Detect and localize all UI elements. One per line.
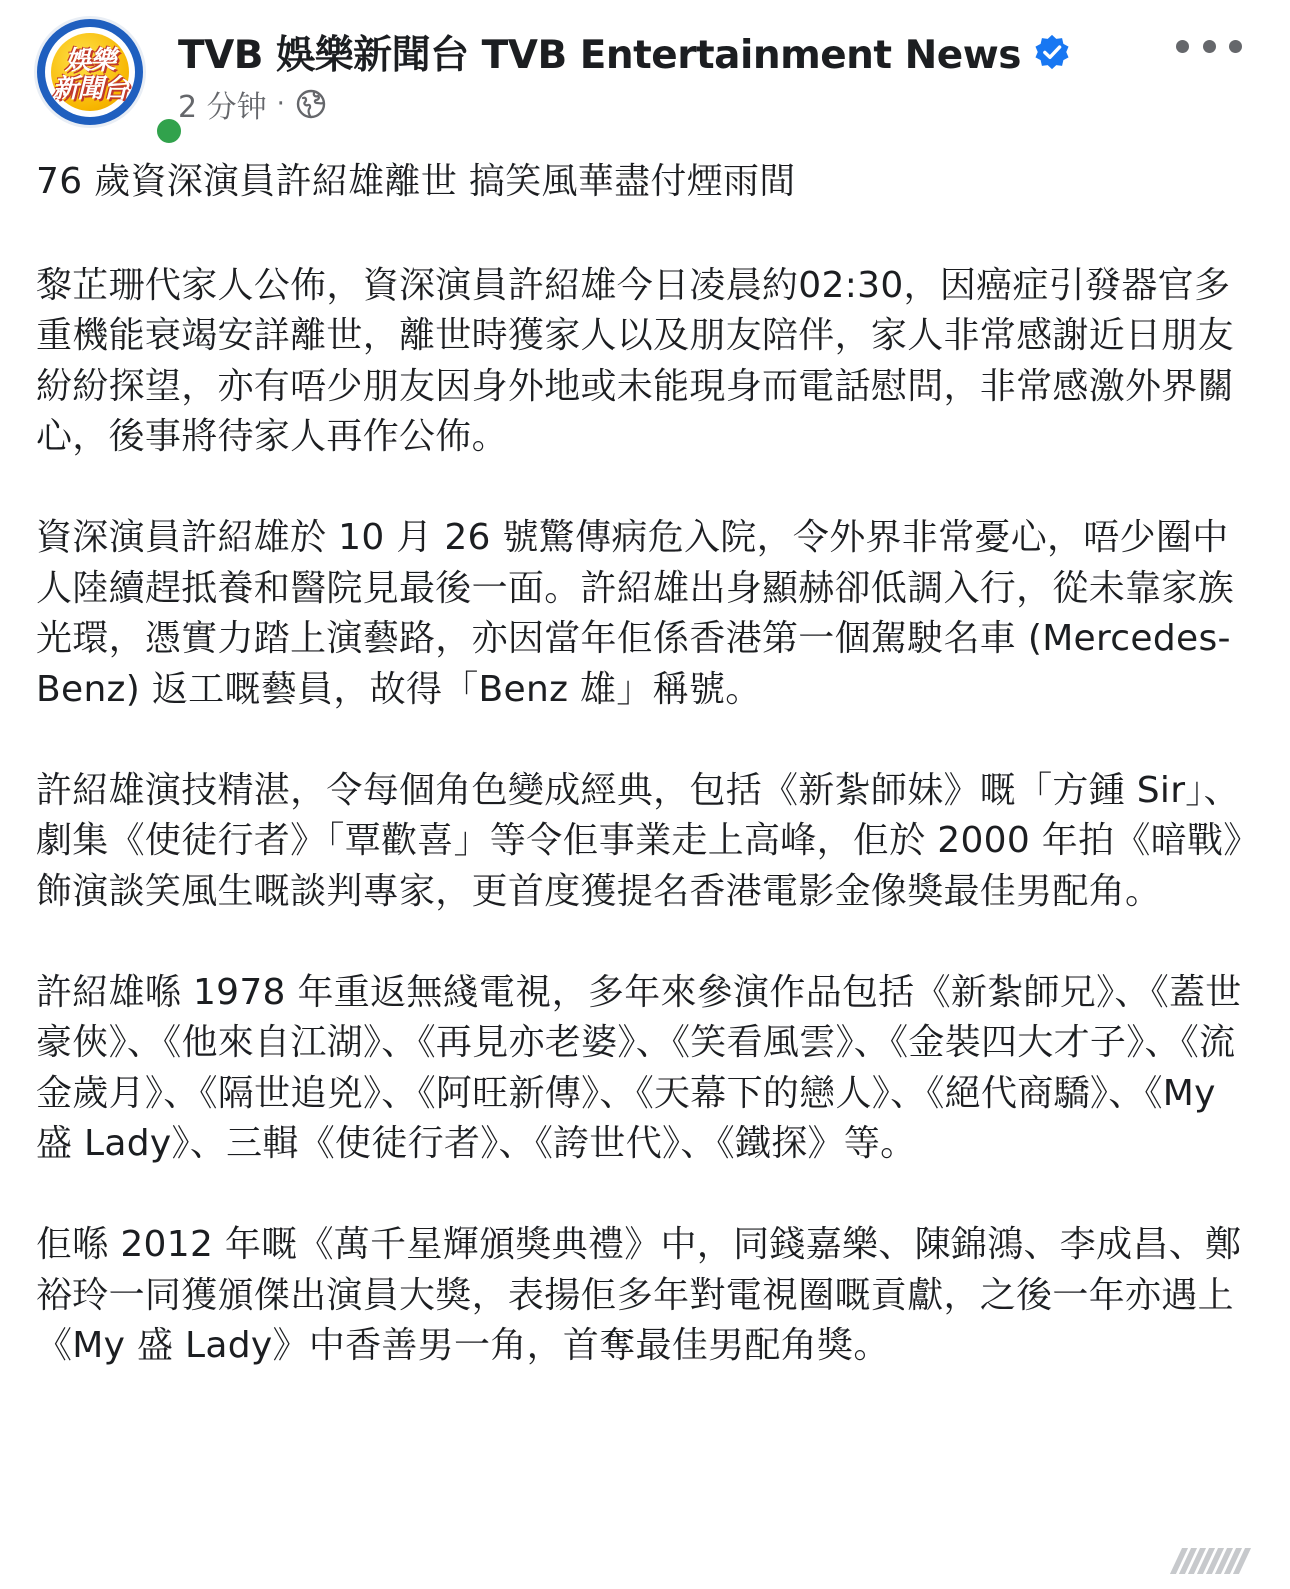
post-paragraph-1: 黎芷珊代家人公佈，資深演員許紹雄今日凌晨約02:30，因癌症引發器官多重機能衰竭安詳離世，離世時獲家人以及朋友陪伴，家人非常感謝近日朋友紛紛探望，亦有唔少朋友因身外地或未能現身而電話慰問，非常感激外界關心，後事將待家人再作公佈。 <box>36 264 1234 457</box>
post-paragraph-3: 許紹雄演技精湛，令每個角色變成經典，包括《新紮師妹》嘅「方鍾 Sir」、劇集《使徒行者》「覃歡喜」等令佢事業走上高峰，佢於 2000 年拍《暗戰》飾演談笑風生嘅談判專家，更首度獲提名香港電影金像獎最佳男配角。 <box>36 769 1242 912</box>
post-paragraph-2: 資深演員許紹雄於 10 月 26 號驚傳病危入院，令外界非常憂心，唔少圈中人陸續趕抵養和醫院見最後一面。許紹雄出身顯赫卻低調入行，從未靠家族光環，憑實力踏上演藝路，亦因當年佢係香港第一個駕駛名車 (Mercedes-Benz) 返工嘅藝員，故得「Benz 雄」稱號。 <box>36 517 1234 710</box>
watermark-mark <box>1176 1548 1245 1574</box>
post-header <box>178 26 1071 78</box>
post-timestamp[interactable]: 2 分钟 <box>178 90 267 125</box>
meta-separator: · <box>276 89 285 119</box>
more-options-icon[interactable] <box>1176 26 1242 66</box>
post-headline: 76 歲資深演員許紹雄離世 搞笑風華盡付煙雨間 <box>36 161 796 202</box>
verified-badge-icon <box>1033 33 1071 71</box>
page-avatar[interactable] <box>34 16 152 134</box>
post-meta <box>178 84 327 124</box>
post-paragraph-5: 佢喺 2012 年嘅《萬千星輝頒獎典禮》中，同錢嘉樂、陳錦鴻、李成昌、鄭裕玲一同獲頒傑出演員大獎，表揚佢多年對電視圈嘅貢獻，之後一年亦遇上《My 盛 Lady》中香善男一角，首奪最佳男配角獎。 <box>36 1224 1242 1366</box>
tvb-news-logo <box>34 16 146 128</box>
page-name-link[interactable]: TVB 娛樂新聞台 TVB Entertainment News <box>178 33 1021 78</box>
globe-icon[interactable] <box>295 88 327 120</box>
post-paragraph-4: 許紹雄喺 1978 年重返無綫電視，多年來參演作品包括《新紮師兄》、《蓋世豪俠》、《他來自江湖》、《再見亦老婆》、《笑看風雲》、《金裝四大才子》、《流金歲月》、《隔世追兇》、《阿旺新傳》、《天幕下的戀人》、《絕代商驕》、《My 盛 Lady》、三輯《使徒行者》、《誇世代》、《鐵探》等。 <box>36 971 1242 1164</box>
post-body <box>36 154 1246 1372</box>
logo-lettering: 娛樂 新聞台 <box>52 46 128 104</box>
